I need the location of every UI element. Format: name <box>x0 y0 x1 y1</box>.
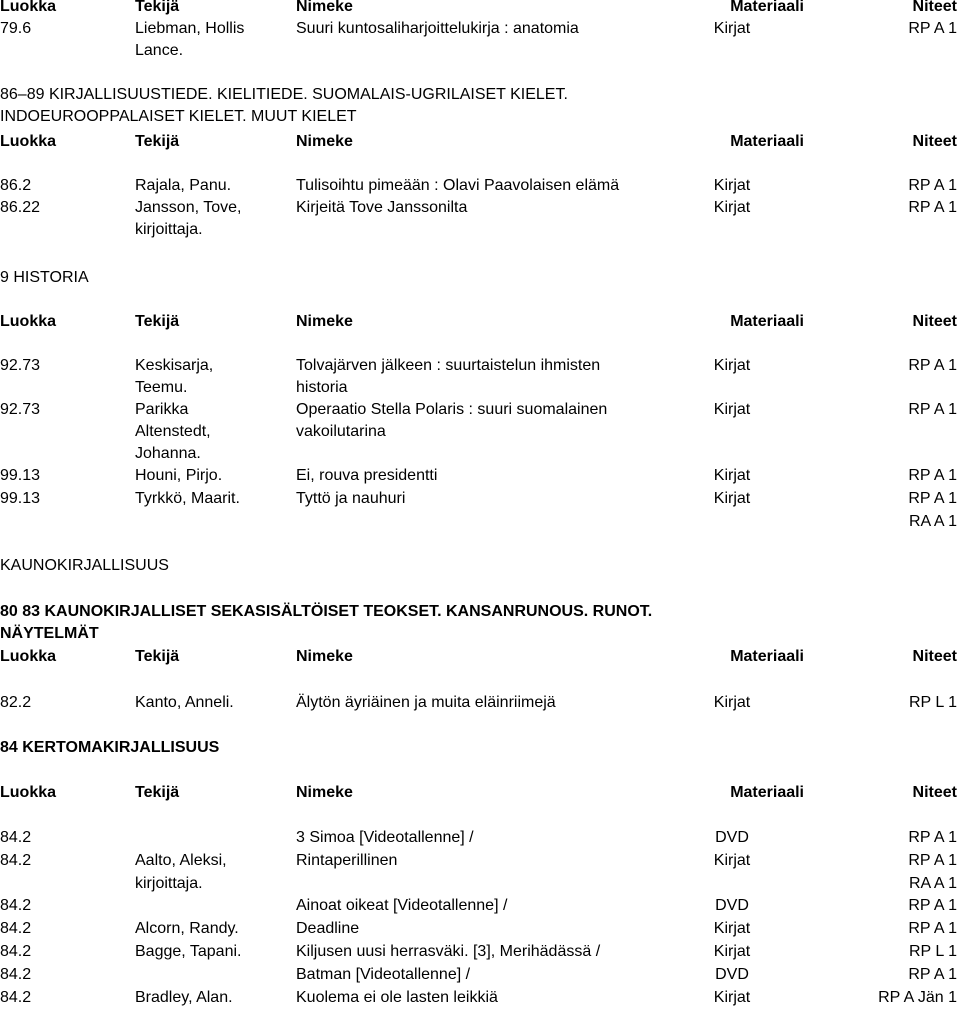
cell-luokka: 86.2 <box>0 177 32 194</box>
header-nimeke: Nimeke <box>296 133 353 150</box>
cell-niteet: RP L 1 <box>908 943 957 960</box>
cell-nimeke: Kiljusen uusi herrasväki. [3], Merihädässä / <box>296 943 601 960</box>
header-luokka: Luokka <box>0 313 57 330</box>
cell-niteet: RP A 1 <box>908 401 957 418</box>
cell-materiaali: Kirjat <box>713 199 751 216</box>
cell-nimeke: 3 Simoa [Videotallenne] / <box>296 829 474 846</box>
cell-nimeke: Deadline <box>296 920 360 937</box>
cell-niteet: RP A 1 <box>908 897 957 914</box>
cell-tekija: Jansson, Tove, <box>135 199 242 216</box>
section-title-80-83 <box>0 601 960 645</box>
header-nimeke: Nimeke <box>296 784 353 801</box>
cell-materiaali: Kirjat <box>713 20 751 37</box>
header-niteet: Niteet <box>912 313 957 330</box>
cell-materiaali: Kirjat <box>713 490 751 507</box>
cell-niteet: RP A 1 <box>908 467 957 484</box>
cell-materiaali: Kirjat <box>713 943 751 960</box>
cell-tekija-line2: Lance. <box>135 42 184 59</box>
cell-nimeke-line2: historia <box>296 379 348 396</box>
cell-luokka: 84.2 <box>0 920 32 937</box>
header-materiaali: Materiaali <box>730 784 804 801</box>
cell-niteet: RP L 1 <box>908 694 957 711</box>
cell-niteet: RP A Jän 1 <box>878 989 957 1006</box>
cell-niteet: RP A 1 <box>908 177 957 194</box>
cell-luokka: 84.2 <box>0 897 32 914</box>
section-title-84: 84 KERTOMAKIRJALLISUUS <box>0 739 220 756</box>
cell-materiaali: Kirjat <box>713 401 751 418</box>
cell-tekija: Kanto, Anneli. <box>135 694 234 711</box>
cell-nimeke: Tulisoihtu pimeään : Olavi Paavolaisen elämä <box>296 177 620 194</box>
cell-tekija: Keskisarja, <box>135 357 214 374</box>
cell-tekija: Parikka <box>135 401 189 418</box>
cell-tekija: Rajala, Panu. <box>135 177 232 194</box>
cell-niteet: RP A 1 <box>908 829 957 846</box>
cell-niteet: RP A 1 <box>908 920 957 937</box>
cell-materiaali: Kirjat <box>713 177 751 194</box>
cell-tekija-line2: Teemu. <box>135 379 188 396</box>
cell-tekija-line2: kirjoittaja. <box>135 221 203 238</box>
header-niteet: Niteet <box>912 648 957 665</box>
header-nimeke: Nimeke <box>296 0 353 15</box>
cell-tekija: Aalto, Aleksi, <box>135 852 227 869</box>
cell-tekija: Alcorn, Randy. <box>135 920 239 937</box>
cell-tekija: Liebman, Hollis <box>135 20 245 37</box>
cell-nimeke: Tyttö ja nauhuri <box>296 490 406 507</box>
header-niteet: Niteet <box>912 784 957 801</box>
cell-materiaali: Kirjat <box>713 694 751 711</box>
cell-nimeke: Batman [Videotallenne] / <box>296 966 471 983</box>
cell-materiaali: DVD <box>715 966 749 983</box>
cell-nimeke: Kuolema ei ole lasten leikkiä <box>296 989 498 1006</box>
cell-luokka: 84.2 <box>0 852 32 869</box>
cell-luokka: 84.2 <box>0 966 32 983</box>
cell-nimeke: Rintaperillinen <box>296 852 398 869</box>
section-title-line1: 86–89 KIRJALLISUUSTIEDE. KIELITIEDE. SUOMALAIS-UGRILAISET KIELET. <box>0 86 568 103</box>
header-luokka: Luokka <box>0 133 57 150</box>
cell-luokka: 84.2 <box>0 829 32 846</box>
cell-luokka: 99.13 <box>0 467 41 484</box>
section-title-historia: 9 HISTORIA <box>0 269 89 286</box>
cell-materiaali: Kirjat <box>713 920 751 937</box>
cell-tekija: Houni, Pirjo. <box>135 467 223 484</box>
cell-materiaali: DVD <box>715 897 749 914</box>
section-title-line1: 80 83 KAUNOKIRJALLISET SEKASISÄLTÖISET TEOKSET. KANSANRUNOUS. RUNOT. <box>0 603 653 620</box>
section-title-line2: INDOEUROOPPALAISET KIELET. MUUT KIELET <box>0 108 357 125</box>
cell-nimeke: Operaatio Stella Polaris : suuri suomalainen <box>296 401 608 418</box>
cell-nimeke: Älytön äyriäinen ja muita eläinriimejä <box>296 694 556 711</box>
cell-nimeke: Tolvajärven jälkeen : suurtaistelun ihmisten <box>296 357 601 374</box>
cell-luokka: 84.2 <box>0 943 32 960</box>
cell-niteet: RP A 1 <box>908 490 957 507</box>
cell-luokka: 92.73 <box>0 401 41 418</box>
cell-luokka: 86.22 <box>0 199 41 216</box>
cell-luokka: 92.73 <box>0 357 41 374</box>
cell-nimeke: Ei, rouva presidentti <box>296 467 438 484</box>
header-materiaali: Materiaali <box>730 133 804 150</box>
header-materiaali: Materiaali <box>730 0 804 15</box>
cell-tekija-line3: Johanna. <box>135 445 201 462</box>
header-tekija: Tekijä <box>135 133 180 150</box>
cell-nimeke: Suuri kuntosaliharjoittelukirja : anatomia <box>296 20 579 37</box>
cell-tekija: Tyrkkö, Maarit. <box>135 490 240 507</box>
cell-nimeke-line2: vakoilutarina <box>296 423 386 440</box>
cell-materiaali: Kirjat <box>713 989 751 1006</box>
cell-niteet: RP A 1 <box>908 357 957 374</box>
header-tekija: Tekijä <box>135 313 180 330</box>
header-nimeke: Nimeke <box>296 648 353 665</box>
cell-niteet: RP A 1 <box>908 966 957 983</box>
cell-niteet: RP A 1 <box>908 199 957 216</box>
cell-niteet: RP A 1 <box>908 852 957 869</box>
header-materiaali: Materiaali <box>730 313 804 330</box>
cell-materiaali: Kirjat <box>713 357 751 374</box>
header-niteet: Niteet <box>912 133 957 150</box>
header-materiaali: Materiaali <box>730 648 804 665</box>
cell-luokka: 82.2 <box>0 694 32 711</box>
cell-niteet: RP A 1 <box>908 20 957 37</box>
cell-luokka: 99.13 <box>0 490 41 507</box>
cell-tekija: Bradley, Alan. <box>135 989 233 1006</box>
header-luokka: Luokka <box>0 648 57 665</box>
header-tekija: Tekijä <box>135 648 180 665</box>
cell-tekija: Bagge, Tapani. <box>135 943 242 960</box>
cell-materiaali: Kirjat <box>713 852 751 869</box>
cell-nimeke: Ainoat oikeat [Videotallenne] / <box>296 897 508 914</box>
cell-niteet-line2: RA A 1 <box>908 513 957 530</box>
cell-luokka: 84.2 <box>0 989 32 1006</box>
header-tekija: Tekijä <box>135 0 180 15</box>
cell-tekija-line2: kirjoittaja. <box>135 875 203 892</box>
header-tekija: Tekijä <box>135 784 180 801</box>
cell-luokka: 79.6 <box>0 20 32 37</box>
cell-tekija-line2: Altenstedt, <box>135 423 211 440</box>
section-title-86-89 <box>0 84 960 128</box>
header-nimeke: Nimeke <box>296 313 353 330</box>
cell-niteet-line2: RA A 1 <box>908 875 957 892</box>
header-niteet: Niteet <box>912 0 957 15</box>
header-luokka: Luokka <box>0 0 57 15</box>
header-luokka: Luokka <box>0 784 57 801</box>
cell-materiaali: Kirjat <box>713 467 751 484</box>
section-title-kaunokirjallisuus: KAUNOKIRJALLISUUS <box>0 557 169 574</box>
cell-materiaali: DVD <box>715 829 749 846</box>
cell-nimeke: Kirjeitä Tove Janssonilta <box>296 199 468 216</box>
section-title-line2: NÄYTELMÄT <box>0 625 99 642</box>
